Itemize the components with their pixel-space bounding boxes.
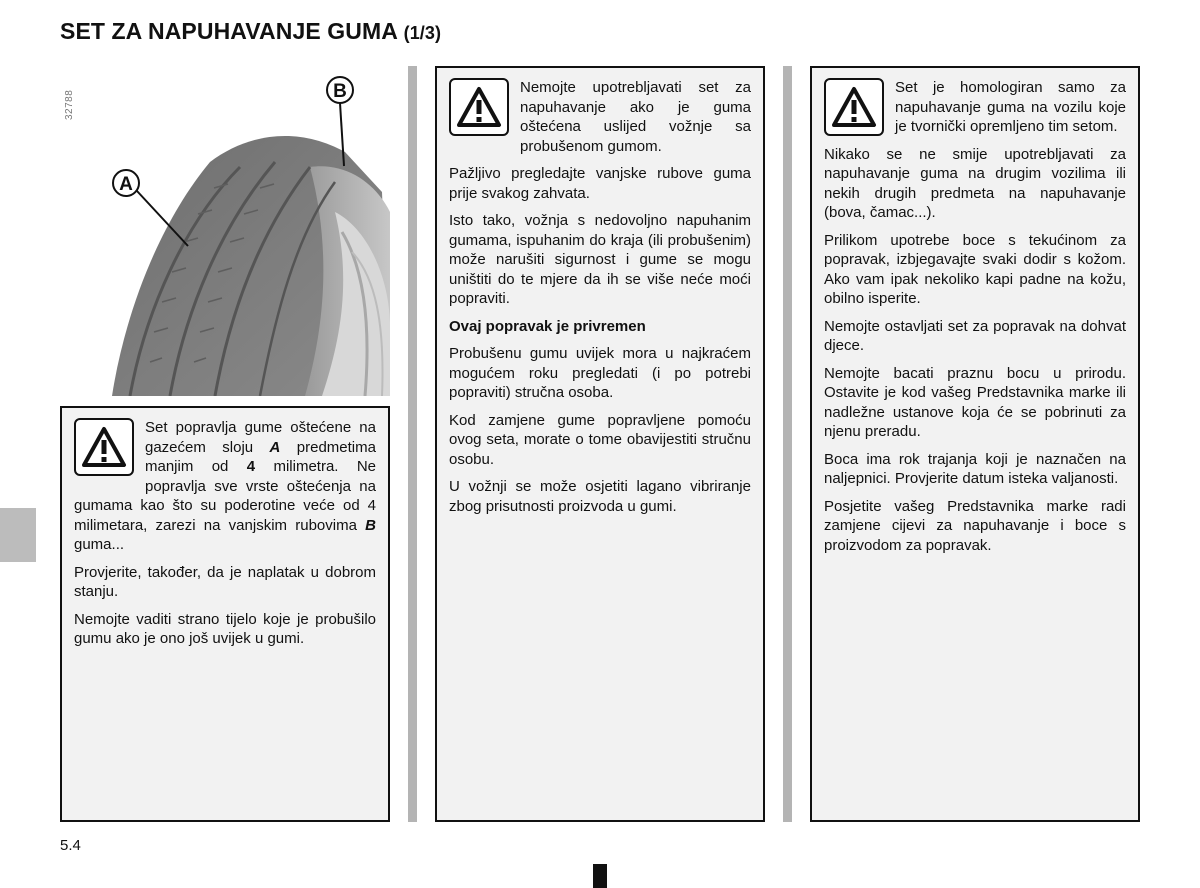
paragraph: Nemojte bacati praznu bocu u prirodu. Ostavite je kod vašeg Predstavnika marke ili nadležne ustanove koja će se pobrinuti za njenu preradu.	[824, 364, 1126, 440]
page-number: 5.4	[60, 837, 81, 854]
paragraph: Probušenu gumu uvijek mora u najkraćem mogućem roku pregledati (i po potrebi popraviti) stručna osoba.	[449, 345, 751, 401]
warning-box-homologation	[810, 66, 1140, 822]
page-edge-mark	[593, 864, 607, 888]
paragraph: Nikako se ne smije upotrebljavati za napuhavanje guma na drugim vozilima ili nekih drugih predmeta na napuhavanje (bova, čamac...).	[824, 145, 1126, 221]
paragraph: Nemojte vaditi strano tijelo koje je probušilo gumu ako je ono još uvijek u gumi.	[74, 610, 376, 647]
paragraph: Prilikom upotrebe boce s tekućinom za popravak, izbjegavajte svaki dodir s kožom. Ako vam ipak nekoliko kapi padne na kožu, obilno isperite.	[824, 231, 1126, 307]
figure-code: 32788	[64, 89, 75, 120]
warning-box-tyre-damage	[60, 406, 390, 822]
warning-triangle-icon	[449, 78, 509, 136]
tyre-illustration	[90, 62, 390, 396]
warning-intro-text: Set je homologiran samo za napuhavanje guma na vozilu koje je tvornički opremljeno tim setom.	[895, 79, 1126, 135]
paragraph: Pažljivo pregledajte vanjske rubove guma prije svakog zahvata.	[449, 165, 751, 202]
paragraph: Provjerite, također, da je naplatak u dobrom stanju.	[74, 563, 376, 600]
paragraph: Posjetite vašeg Predstavnika marke radi zamjene cijevi za napuhavanje i boce s proizvodom za popravak.	[824, 497, 1126, 554]
warning-triangle-icon	[74, 418, 134, 476]
warning-triangle-icon	[824, 78, 884, 136]
section-heading: Ovaj popravak je privremen	[449, 317, 646, 335]
warning-intro-text: Nemojte upotrebljavati set za napuhavanje ako je guma oštećena uslijed vožnje sa probušenom gumom.	[520, 79, 751, 155]
paragraph: Kod zamjene gume popravljene pomoću ovog seta, morate o tome obavijestiti stručnu osobu.	[449, 411, 751, 468]
column-divider-right	[783, 66, 792, 822]
page-title-subtitle: (1/3)	[403, 23, 442, 43]
paragraph: Nemojte ostavljati set za popravak na dohvat djece.	[824, 317, 1126, 354]
warning-box-usage	[435, 66, 765, 822]
chapter-tab	[0, 508, 36, 562]
label-b: B	[333, 81, 347, 102]
page-title-text: SET ZA NAPUHAVANJE GUMA	[60, 18, 398, 44]
warning-intro-text: Set popravlja gume oštećene na gazećem sloju A predmetima manjim od 4 milimetra. Ne popravlja sve vrste oštećenja na gumama kao što su poderotine veće od 4 milimetara, zarezi na vanjskim rubovima B guma...	[74, 419, 376, 553]
paragraph: U vožnji se može osjetiti lagano vibriranje zbog prisutnosti proizvoda u gumi.	[449, 478, 751, 515]
tyre-figure	[90, 62, 390, 396]
page-title	[60, 18, 441, 45]
column-divider-left	[408, 66, 417, 822]
paragraph: Boca ima rok trajanja koji je naznačen na naljepnici. Provjerite datum isteka valjanosti.	[824, 450, 1126, 487]
label-a: A	[119, 174, 133, 195]
paragraph: Isto tako, vožnja s nedovoljno napuhanim gumama, ispuhanim do kraja (ili probušenim) može narušiti sigurnost i gume se mogu uništiti do te mjere da ih se više neće moći popraviti.	[449, 212, 751, 307]
